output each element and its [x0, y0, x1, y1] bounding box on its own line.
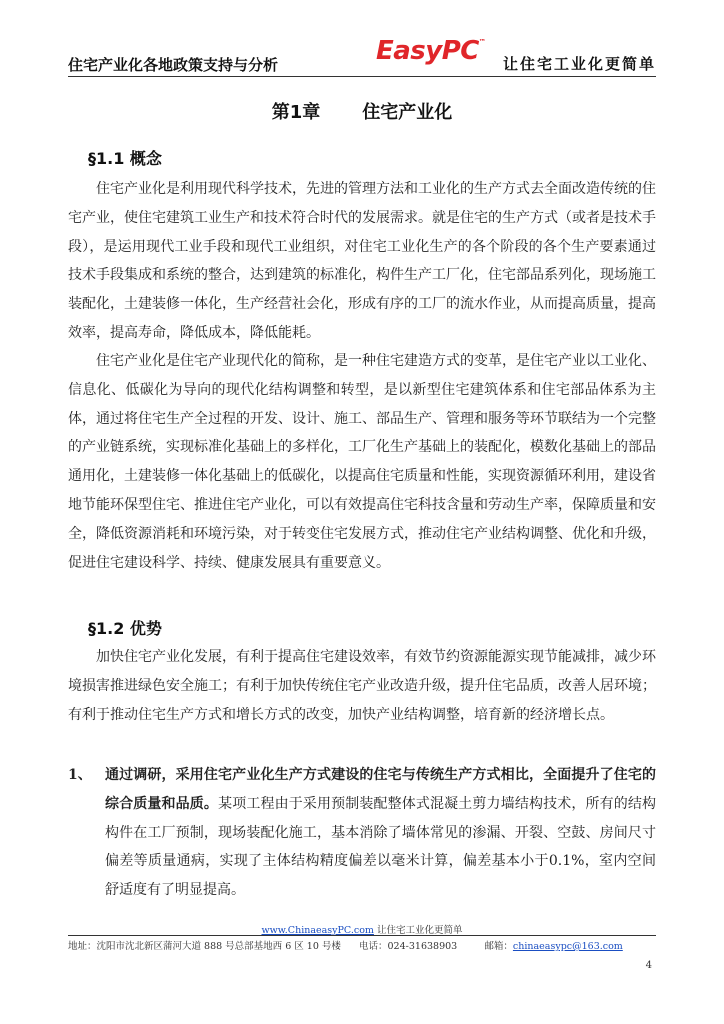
chapter-title: 住宅产业化 — [362, 102, 453, 123]
chapter-heading — [0, 98, 724, 124]
section-heading-concept: §1.1 概念 — [88, 149, 162, 168]
trademark-mark: ™ — [478, 38, 486, 46]
easypc-logo — [376, 36, 485, 66]
footer-address: 地址：沈阳市沈北新区蒲河大道 888 号总部基地西 6 区 10 号楼 — [68, 941, 341, 952]
footer-email-label: 邮箱： — [484, 941, 513, 952]
footer-slogan: 让住宅工业化更简单 — [376, 925, 463, 936]
paragraph-concept-1: 住宅产业化是利用现代科学技术，先进的管理方法和工业化的生产方式去全面改造传统的住宅产业，使住宅建筑工业生产和技术符合时代的发展需求。就是住宅的生产方式（或者是技术手段），是运用现代工业手段和现代工业组织，对住宅工业化生产的各个阶段的各个生产要素通过技术手段集成和系统的整合，达到建筑的标准化，构件生产工厂化，住宅部品系列化，现场施工装配化，土建装修一体化，生产经营社会化，形成有序的工厂的流水作业，从而提高质量，提高效率，提高寿命，降低成本，降低能耗。 — [68, 181, 656, 341]
header-divider — [68, 76, 656, 77]
logo-text: EasyPC — [376, 36, 479, 66]
list-item-text: 某项工程由于采用预制装配整体式混凝土剪力墙结构技术，所有的结构构件在工厂预制，现场装配化施工，基本消除了墙体常见的渗漏、开裂、空鼓、房间尺寸偏差等质量通病，实现了主体结构精度偏差以毫米计算，偏差基本小于0.1%，室内空间舒适度有了明显提高。 — [105, 795, 657, 899]
footer-phone: 电话：024-31638903 — [359, 941, 458, 952]
paragraph-advantages: 加快住宅产业化发展，有利于提高住宅建设效率，有效节约资源能源实现节能减排，减少环境损害推进绿色安全施工；有利于加快传统住宅产业改造升级，提升住宅品质，改善人居环境；有利于推动住宅生产方式和增长方式的改变，加快产业结构调整，培育新的经济增长点。 — [68, 649, 656, 723]
header-title: 住宅产业化各地政策支持与分析 — [68, 56, 279, 74]
list-item-number: 1、 — [68, 767, 92, 783]
footer-email-link[interactable]: chinaeasypc@163.com — [512, 941, 623, 952]
paragraph-concept-2: 住宅产业化是住宅产业现代化的简称，是一种住宅建造方式的变革，是住宅产业以工业化、信息化、低碳化为导向的现代化结构调整和转型，是以新型住宅建筑体系和住宅部品体系为主体，通过将住宅生产全过程的开发、设计、施工、部品生产、管理和服务等环节联结为一个完整的产业链系统，实现标准化基础上的多样化，工厂化生产基础上的装配化，模数化基础上的部品通用化，土建装修一体化基础上的低碳化，以提高住宅质量和性能，实现资源循环利用，建设省地节能环保型住宅、推进住宅产业化，可以有效提高住宅科技含量和劳动生产率，保障质量和安全，降低资源消耗和环境污染，对于转变住宅发展方式，推动住宅产业结构调整、优化和升级，促进住宅建设科学、持续、健康发展具有重要意义。 — [68, 353, 656, 571]
footer-contact — [68, 938, 656, 952]
footer-website-link[interactable]: www.ChinaeasyPC.com — [261, 925, 374, 936]
section-heading-advantages: §1.2 优势 — [88, 619, 162, 638]
list-item-lead: 通过调研，采用住宅产业化生产方式建设的住宅与传统生产方式相比，全面提升了住宅的综合质量和品质。 — [105, 767, 656, 812]
list-item — [68, 761, 656, 905]
page-number: 4 — [645, 960, 652, 971]
chapter-number: 第1章 — [271, 102, 321, 123]
header-slogan: 让住宅工业化更简单 — [502, 55, 656, 73]
footer-link-line — [0, 922, 724, 936]
page-header — [68, 36, 656, 76]
footer-divider — [68, 935, 656, 936]
